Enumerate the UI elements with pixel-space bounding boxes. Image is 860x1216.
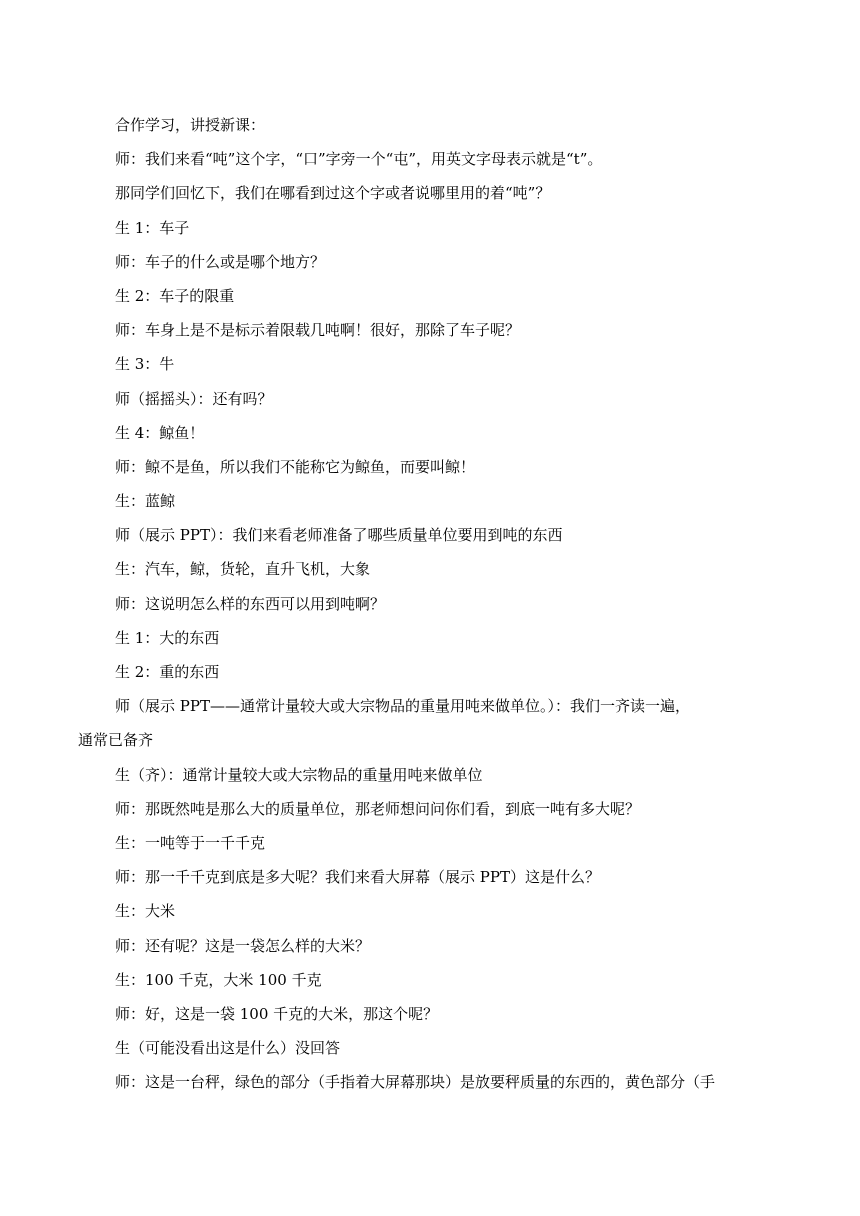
text-line: 生 2：车子的限重	[115, 286, 235, 305]
text-line: 合作学习，讲授新课：	[115, 116, 266, 134]
text-line: 师：那既然吨是那么大的质量单位，那老师想问问你们看，到底一吨有多大呢？	[115, 799, 641, 818]
text-line: 生（可能没看出这是什么）没回答	[115, 1039, 341, 1058]
text-line: 生：100 千克，大米 100 千克	[115, 970, 322, 989]
text-line: 生 3：牛	[115, 355, 175, 374]
text-line: 师：那一千千克到底是多大呢？我们来看大屏幕（展示 PPT）这是什么？	[115, 868, 600, 887]
text-line: 生 2：重的东西	[115, 663, 220, 681]
text-line: 师：车身上是不是标示着限载几吨啊！很好，那除了车子呢？	[115, 321, 521, 340]
document-body	[78, 108, 788, 1099]
text-line: 师（展示 PPT）：我们来看老师准备了哪些质量单位要用到吨的东西	[115, 526, 563, 545]
text-line: 师：这是一台秤，绿色的部分（手指着大屏幕那块）是放要秤质量的东西的，黄色部分（手	[115, 1073, 716, 1092]
text-line: 那同学们回忆下，我们在哪看到过这个字或者说哪里用的着“吨”？	[115, 184, 551, 203]
text-line: 师：我们来看“吨”这个字，“口”字旁一个“屯”，用英文字母表示就是“t”。	[115, 150, 603, 169]
text-line: 生：一吨等于一千千克	[115, 833, 266, 852]
text-line: 生：汽车，鲸，货轮，直升飞机，大象	[115, 560, 371, 579]
text-line: 生：大米	[115, 902, 176, 921]
text-line: 师：这说明怎么样的东西可以用到吨啊？	[115, 594, 386, 613]
text-line: 师：鲸不是鱼，所以我们不能称它为鲸鱼，而要叫鲸！	[115, 457, 476, 476]
text-line: 师（摇摇头）：还有吗？	[115, 389, 273, 408]
text-line: 生（齐）：通常计量较大或大宗物品的重量用吨来做单位	[115, 765, 483, 784]
text-line: 生 1：车子	[115, 218, 190, 237]
text-line: 师（展示 PPT——通常计量较大或大宗物品的重量用吨来做单位。）：我们一齐读一遍，	[115, 697, 690, 716]
text-line-continued: 通常已备齐	[78, 731, 154, 750]
text-line: 师：车子的什么或是哪个地方？	[115, 252, 326, 271]
text-line: 生：蓝鲸	[115, 492, 176, 511]
text-line: 师：好，这是一袋 100 千克的大米，那这个呢？	[115, 1004, 439, 1023]
text-line: 生 4：鲸鱼！	[115, 423, 205, 442]
text-line: 生 1：大的东西	[115, 628, 220, 647]
text-line: 师：还有呢？这是一袋怎么样的大米？	[115, 936, 371, 955]
wrapped-paragraph	[78, 689, 788, 757]
